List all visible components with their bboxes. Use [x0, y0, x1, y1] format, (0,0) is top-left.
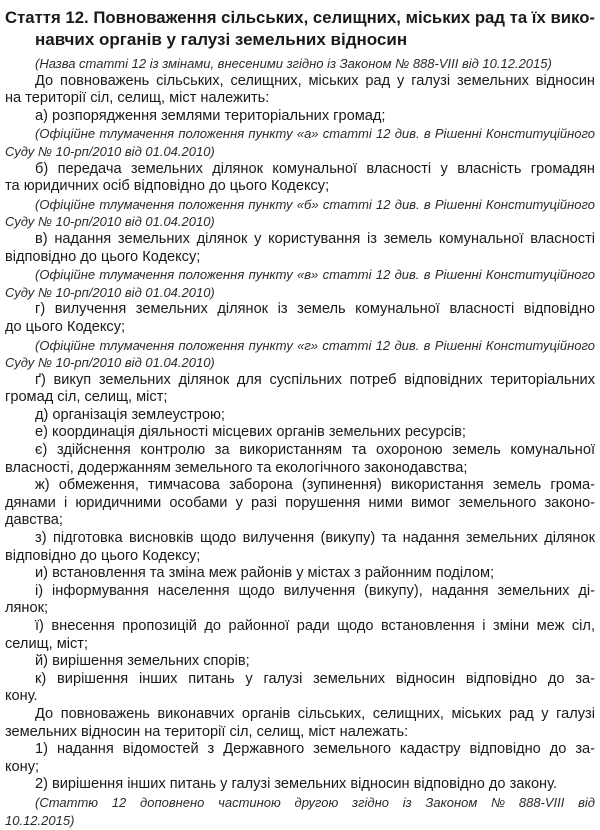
line-text: е) координація діяльності місцевих органів земельних ресурсів; [35, 424, 466, 441]
text-line [5, 266, 595, 284]
text-line [5, 759, 595, 777]
text-line [5, 108, 595, 126]
text-line [5, 354, 595, 372]
line-text: (Офіційне тлумачення положення пункту «а» статті 12 див. в Рішенні Конституційного [35, 126, 595, 142]
text-line [5, 161, 595, 179]
line-text: земельних відносин на території сіл, селищ, міст належать: [5, 723, 409, 740]
line-text: і) інформування населення щодо вилучення (викупу), надання земельних ді- [35, 582, 595, 599]
line-text: відповідно до цього Кодексу; [5, 547, 201, 564]
line-text: 10.12.2015) [5, 812, 75, 828]
line-text: (Офіційне тлумачення положення пункту «в» статті 12 див. в Рішенні Конституційного [35, 267, 595, 283]
text-line [5, 724, 595, 742]
line-text: кону. [5, 688, 38, 705]
paragraph [5, 73, 595, 108]
amendment-note [5, 266, 595, 301]
paragraph [5, 618, 595, 653]
text-line [5, 407, 595, 425]
paragraph [5, 372, 595, 407]
line-text: є) здійснення контролю за використанням та охороною земель комунальної [35, 442, 595, 459]
paragraph [5, 776, 595, 794]
text-line [5, 73, 595, 91]
text-line [5, 512, 595, 530]
text-line [5, 636, 595, 654]
text-line [5, 231, 595, 249]
paragraph [5, 108, 595, 126]
amendment-note [5, 794, 595, 829]
text-line [5, 337, 595, 355]
text-line [5, 583, 595, 601]
title-line [5, 29, 595, 51]
line-text: (Офіційне тлумачення положення пункту «б» статті 12 див. в Рішенні Конституційного [35, 196, 595, 212]
text-line [5, 389, 595, 407]
line-text: давства; [5, 512, 63, 529]
text-line [5, 125, 595, 143]
text-line [5, 284, 595, 302]
text-line [5, 530, 595, 548]
line-text: и) встановлення та зміна меж районів у містах з районним поділом; [35, 565, 495, 582]
title-line-text: навчих органів у галузі земельних відносин [35, 30, 408, 49]
line-text: на території сіл, селищ, міст належить: [5, 90, 270, 107]
line-text: б) передача земельних ділянок комунальної власності у власність громадян [35, 160, 595, 177]
text-line [5, 706, 595, 724]
line-text: к) вирішення інших питань у галузі земельних відносин відповідно до за- [35, 670, 595, 687]
text-line [5, 776, 595, 794]
text-line [5, 688, 595, 706]
text-line [5, 213, 595, 231]
text-line [5, 671, 595, 689]
line-text: (Офіційне тлумачення положення пункту «г» статті 12 див. в Рішенні Конституційного [35, 337, 595, 353]
paragraph [5, 442, 595, 477]
line-text: До повноважень виконавчих органів сільських, селищних, міських рад у галузі [35, 705, 595, 722]
article-title [5, 7, 595, 51]
paragraph [5, 583, 595, 618]
text-line [5, 178, 595, 196]
amendment-note [5, 55, 595, 73]
paragraph [5, 407, 595, 425]
text-line [5, 600, 595, 618]
line-text: д) організація землеустрою; [35, 406, 225, 423]
paragraph [5, 161, 595, 196]
text-line [5, 143, 595, 161]
line-text: Суду № 10-рп/2010 від 01.04.2010) [5, 143, 215, 159]
title-line [5, 7, 595, 29]
document-page [5, 5, 595, 829]
text-line [5, 548, 595, 566]
line-text: лянок; [5, 600, 49, 617]
paragraph [5, 231, 595, 266]
amendment-note [5, 196, 595, 231]
text-line [5, 653, 595, 671]
text-line [5, 477, 595, 495]
text-line [5, 442, 595, 460]
line-text: в) надання земельних ділянок у користування із земель комунальної власності [35, 230, 595, 247]
text-line [5, 794, 595, 812]
text-line [5, 424, 595, 442]
article-body [5, 55, 595, 829]
line-text: ї) внесення пропозицій до районної ради щодо встановлення і зміни меж сіл, [35, 618, 595, 634]
text-line [5, 460, 595, 478]
paragraph [5, 477, 595, 530]
text-line [5, 90, 595, 108]
text-line [5, 741, 595, 759]
paragraph [5, 671, 595, 706]
line-text: відповідно до цього Кодексу; [5, 248, 201, 265]
line-text: 1) надання відомостей з Державного земельного кадастру відповідно до за- [35, 741, 595, 758]
amendment-note [5, 337, 595, 372]
line-text: Суду № 10-рп/2010 від 01.04.2010) [5, 284, 215, 300]
text-line [5, 812, 595, 830]
title-line-text: Стаття 12. Повноваження сільських, селищних, міських рад та їх вико- [5, 8, 595, 27]
text-line [5, 495, 595, 513]
text-line [5, 372, 595, 390]
line-text: селищ, міст; [5, 635, 89, 652]
text-line [5, 301, 595, 319]
line-text: громад сіл, селищ, міст; [5, 389, 168, 406]
line-text: власності, додержанням земельного та екологічного законодавства; [5, 459, 468, 476]
text-line [5, 196, 595, 214]
line-text: ж) обмеження, тимчасова заборона (зупинення) використання земель грома- [35, 477, 595, 494]
paragraph [5, 565, 595, 583]
line-text: Суду № 10-рп/2010 від 01.04.2010) [5, 355, 215, 371]
line-text: а) розпорядження землями територіальних громад; [35, 107, 386, 124]
line-text: дянами і юридичними особами у разі порушення ними вимог земельного законо- [5, 494, 595, 511]
line-text: до цього Кодексу; [5, 318, 126, 335]
line-text: Суду № 10-рп/2010 від 01.04.2010) [5, 214, 215, 230]
paragraph [5, 706, 595, 741]
text-line [5, 55, 595, 73]
line-text: й) вирішення земельних спорів; [35, 653, 250, 670]
paragraph [5, 653, 595, 671]
line-text: кону; [5, 758, 40, 775]
text-line [5, 249, 595, 267]
text-line [5, 618, 595, 636]
paragraph [5, 301, 595, 336]
line-text: До повноважень сільських, селищних, міських рад у галузі земельних відносин [35, 72, 595, 89]
line-text: (Назва статті 12 із змінами, внесеними згідно із Законом № 888-VIII від 10.12.2015) [35, 56, 552, 71]
line-text: та юридичних осіб відповідно до цього Кодексу; [5, 178, 330, 195]
line-text: г) вилучення земельних ділянок із земель комунальної власності відповідно [35, 301, 595, 318]
text-line [5, 565, 595, 583]
amendment-note [5, 125, 595, 160]
line-text: з) підготовка висновків щодо вилучення (викупу) та надання земельних ділянок [35, 530, 595, 547]
text-line [5, 319, 595, 337]
line-text: ґ) викуп земельних ділянок для суспільних потреб відповідних територіальних [35, 371, 595, 388]
line-text: 2) вирішення інших питань у галузі земельних відносин відповідно до закону. [35, 776, 558, 793]
line-text: (Статтю 12 доповнено частиною другою згідно із Законом № 888-VIII від [35, 794, 595, 810]
paragraph [5, 424, 595, 442]
paragraph [5, 741, 595, 776]
paragraph [5, 530, 595, 565]
